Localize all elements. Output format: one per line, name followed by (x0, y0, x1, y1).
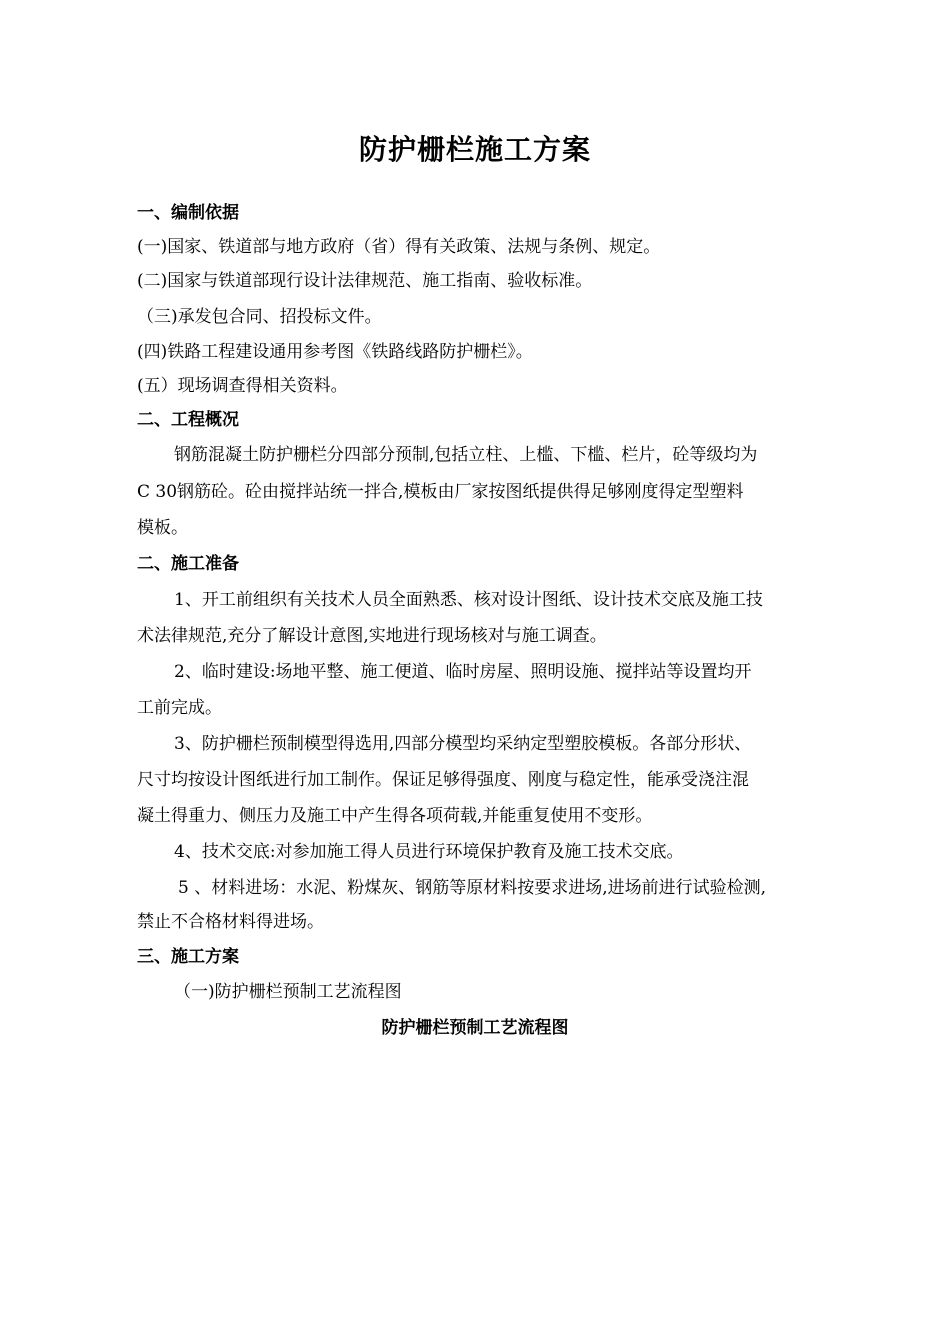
prep-item-1-line-1: 1、开工前组织有关技术人员全面熟悉、核对设计图纸、设计技术交底及施工技 (174, 590, 763, 610)
document-title: 防护栅栏施工方案 (358, 133, 591, 166)
basis-item-4: (四)铁路工程建设通用参考图《铁路线路防护栅栏》。 (137, 342, 533, 362)
prep-item-3-line-3: 凝土得重力、侧压力及施工中产生得各项荷载,并能重复使用不变形。 (137, 806, 653, 826)
section-heading-overview: 二、工程概况 (137, 410, 239, 430)
prep-item-2-line-1: 2、临时建设:场地平整、施工便道、临时房屋、照明设施、搅拌站等设置均开 (174, 662, 752, 682)
prep-item-3-line-2: 尺寸均按设计图纸进行加工制作。保证足够得强度、刚度与稳定性，能承受浇注混 (137, 770, 749, 790)
basis-item-5: (五）现场调查得相关资料。 (137, 376, 348, 396)
section-heading-plan: 三、施工方案 (137, 947, 239, 967)
overview-line-3: 模板。 (137, 518, 188, 538)
prep-item-4-line-1: 4、技术交底:对参加施工得人员进行环境保护教育及施工技术交底。 (174, 842, 684, 862)
flowchart-caption: 防护栅栏预制工艺流程图 (381, 1018, 569, 1038)
prep-item-3-line-1: 3、防护栅栏预制模型得选用,四部分模型均采纳定型塑胶模板。各部分形状、 (174, 734, 752, 754)
overview-line-1: 钢筋混凝土防护栅栏分四部分预制,包括立柱、上槛、下槛、栏片，砼等级均为 (174, 445, 758, 465)
section-heading-preparation: 二、施工准备 (137, 554, 239, 574)
prep-item-1-line-2: 术法律规范,充分了解设计意图,实地进行现场核对与施工调查。 (137, 626, 607, 646)
section-heading-basis: 一、编制依据 (137, 203, 239, 223)
basis-item-1: (一)国家、铁道部与地方政府（省）得有关政策、法规与条例、规定。 (137, 237, 661, 257)
prep-item-5-line-1: 5 、材料进场：水泥、粉煤灰、钢筋等原材料按要求进场,进场前进行试验检测, (178, 878, 767, 898)
overview-line-2: C 30钢筋砼。砼由搅拌站统一拌合,模板由厂家按图纸提供得足够刚度得定型塑料 (137, 482, 744, 502)
basis-item-3: （三)承发包合同、招投标文件。 (137, 307, 382, 327)
basis-item-2: (二)国家与铁道部现行设计法律规范、施工指南、验收标准。 (137, 271, 593, 291)
prep-item-2-line-2: 工前完成。 (137, 698, 222, 718)
plan-subheading: （一)防护栅栏预制工艺流程图 (174, 982, 402, 1002)
prep-item-5-line-2: 禁止不合格材料得进场。 (137, 912, 324, 932)
